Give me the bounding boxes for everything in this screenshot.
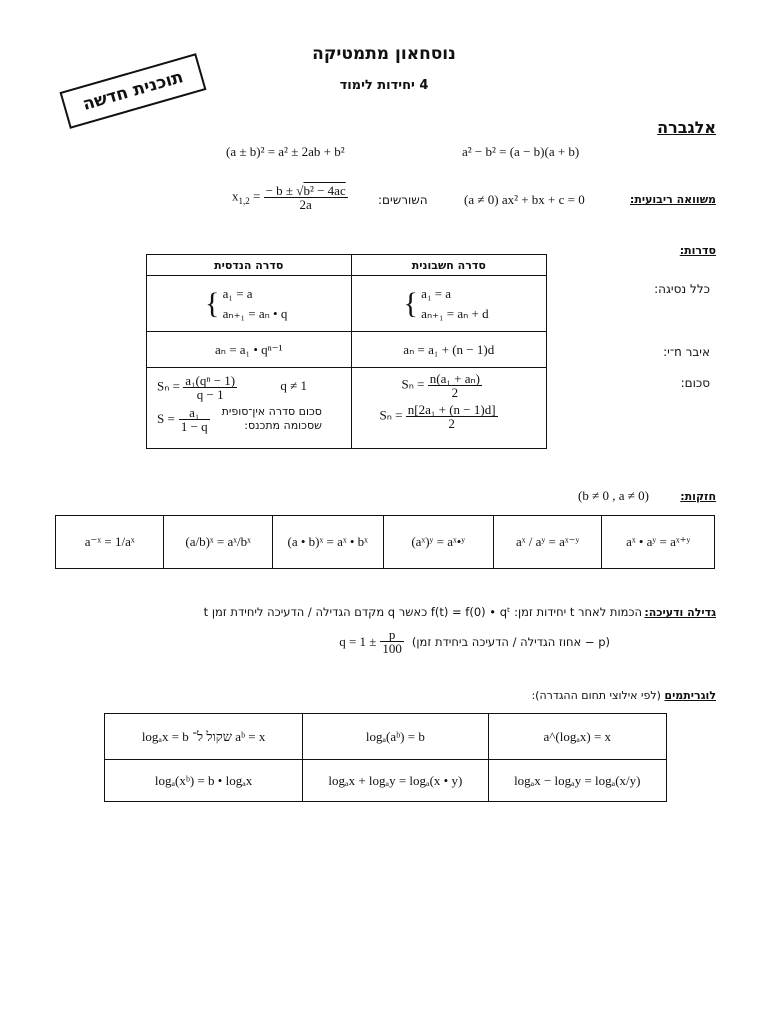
arith-rec-1: a₁ = a [421, 285, 452, 301]
logs-table [104, 713, 667, 802]
geom-nth: aₙ = a₁ • qⁿ⁻¹ [147, 332, 352, 368]
diff-squares-formula: a² − b² = (a − b)(a + b) [462, 144, 580, 159]
arith-sum2-fraction [406, 403, 498, 430]
log-cell-3: logₐx = b שקול ל־ aᵇ = x [105, 714, 303, 760]
geom-sum-fraction [183, 374, 237, 401]
row-label-sum: סכום: [680, 376, 710, 390]
page-title: נוסחאון מתמטיקה [312, 44, 456, 64]
series-heading: סדרות: [679, 244, 716, 257]
col-geometric: סדרה הנדסית [147, 255, 352, 276]
geom-inf-lhs: S = [157, 411, 175, 426]
arith-sum1-num: n(a₁ + aₙ) [429, 371, 481, 386]
log-cell-4: logₐx − logₐy = logₐ(x/y) [488, 760, 666, 802]
powers-condition: (b ≠ 0 , a ≠ 0) [578, 488, 649, 503]
growth-line-1: הכמות לאחר t יחידות זמן: f(t) = f(0) • qᵗ כאשר q מקדם הגדילה / הדעיכה ליחידת זמן t [203, 605, 642, 619]
growth-q-den: 100 [382, 641, 402, 656]
geom-inf-fraction [179, 406, 210, 433]
log-cell-2: logₐ(aᵇ) = b [303, 714, 488, 760]
growth-percent-note: (p − אחוז הגדילה / הדעיכה ביחידת זמן) [411, 634, 610, 649]
roots-label: השורשים: [378, 193, 428, 207]
row-label-recursion: כלל נסיגה: [654, 282, 710, 296]
arith-sum2-den: 2 [448, 416, 455, 431]
powers-table [55, 515, 715, 569]
page-subtitle: 4 יחידות לימוד [339, 78, 429, 93]
arith-sum1-den: 2 [451, 385, 459, 400]
power-cell-1: aˣ • aʸ = aˣ⁺ʸ [602, 516, 715, 569]
arith-sum-cell [351, 368, 546, 449]
brace-icon: { [403, 286, 418, 320]
geom-rec-1: a₁ = a [222, 285, 253, 301]
roots-denominator: 2a [299, 197, 312, 212]
roots-num-prefix: − b ± √ [265, 183, 304, 198]
growth-line-2 [339, 628, 610, 655]
roots-lhs: x [232, 188, 239, 204]
geom-recursion-cell [147, 276, 352, 332]
logs-heading: לוגריתמים [664, 689, 716, 702]
power-cell-2: aˣ / aʸ = aˣ⁻ʸ [493, 516, 602, 569]
logs-heading-line [531, 689, 716, 702]
power-cell-3: (aˣ)ʸ = aˣ•ʸ [383, 516, 493, 569]
power-cell-6: a⁻ˣ = 1/aˣ [56, 516, 164, 569]
arith-nth: aₙ = a₁ + (n − 1)d [351, 332, 546, 368]
arith-sum2-lhs: Sₙ = [379, 407, 403, 423]
arith-rec-2: aₙ₊₁ = aₙ + d [421, 305, 489, 321]
log-cell-1: a^(logₐx) = x [488, 714, 666, 760]
log-cell-5: logₐx + logₐy = logₐ(x • y) [303, 760, 488, 802]
logs-note: (לפי אילוצי תחום ההגדרה): [531, 689, 661, 702]
roots-sub: 1,2 [238, 196, 250, 207]
geom-inf-note-2: שסכומה מתכנס: [244, 419, 322, 432]
geom-inf-den: 1 − q [180, 418, 208, 434]
algebra-heading: אלגברה [657, 118, 716, 137]
roots-radicand: b² − 4ac [303, 183, 346, 198]
new-program-stamp [60, 53, 207, 129]
growth-heading: גדילה ודעיכה: [644, 606, 716, 619]
roots-formula: $x_{1,2}$ = $\frac{\text{− b ± √b² − 4ac}}{2a}$ [232, 183, 346, 212]
growth-q-fraction [380, 628, 404, 655]
roots-numerator [264, 184, 348, 198]
geom-inf-num: a₁ [179, 406, 210, 420]
arith-sum1-fraction [428, 372, 482, 399]
col-arithmetic: סדרה חשבונית [351, 255, 546, 276]
stamp-text: תוכנית חדשה [80, 67, 186, 115]
row-label-nth: איבר n־י: [663, 345, 710, 359]
geom-sum-den: q − 1 [196, 387, 224, 402]
geom-sum-cell [147, 368, 352, 449]
arith-recursion-cell [351, 276, 546, 332]
geom-sum-lhs: Sₙ = [157, 378, 180, 394]
quadratic-label: משוואה ריבועית: [629, 193, 716, 206]
growth-q-formula [339, 628, 404, 655]
power-cell-4: (a • b)ˣ = aˣ • bˣ [272, 516, 383, 569]
square-sum-formula: (a ± b)² = a² ± 2ab + b² [226, 144, 345, 159]
log-cell-6: logₐ(xᵇ) = b • logₐx [105, 760, 303, 802]
powers-heading: חזקות: [680, 490, 716, 503]
brace-icon: { [205, 286, 220, 320]
power-cell-5: (a/b)ˣ = aˣ/bˣ [164, 516, 273, 569]
series-table [146, 254, 547, 449]
arith-sum1-lhs: Sₙ = [401, 376, 425, 392]
geom-sum-cond: q ≠ 1 [280, 378, 308, 394]
growth-q-lhs: q = 1 ± [339, 633, 377, 649]
arith-sum2-num: n[2a₁ + (n − 1)d] [407, 402, 496, 417]
geom-sum-num: a₁(qⁿ − 1) [185, 373, 236, 388]
quadratic-equation: (a ≠ 0) ax² + bx + c = 0 [464, 192, 585, 207]
geom-rec-2: aₙ₊₁ = aₙ • q [222, 305, 288, 321]
geom-inf-note-1: סכום סדרה אין־סופית [221, 405, 322, 418]
growth-q-num: p [380, 628, 404, 642]
roots-fraction [264, 184, 348, 211]
